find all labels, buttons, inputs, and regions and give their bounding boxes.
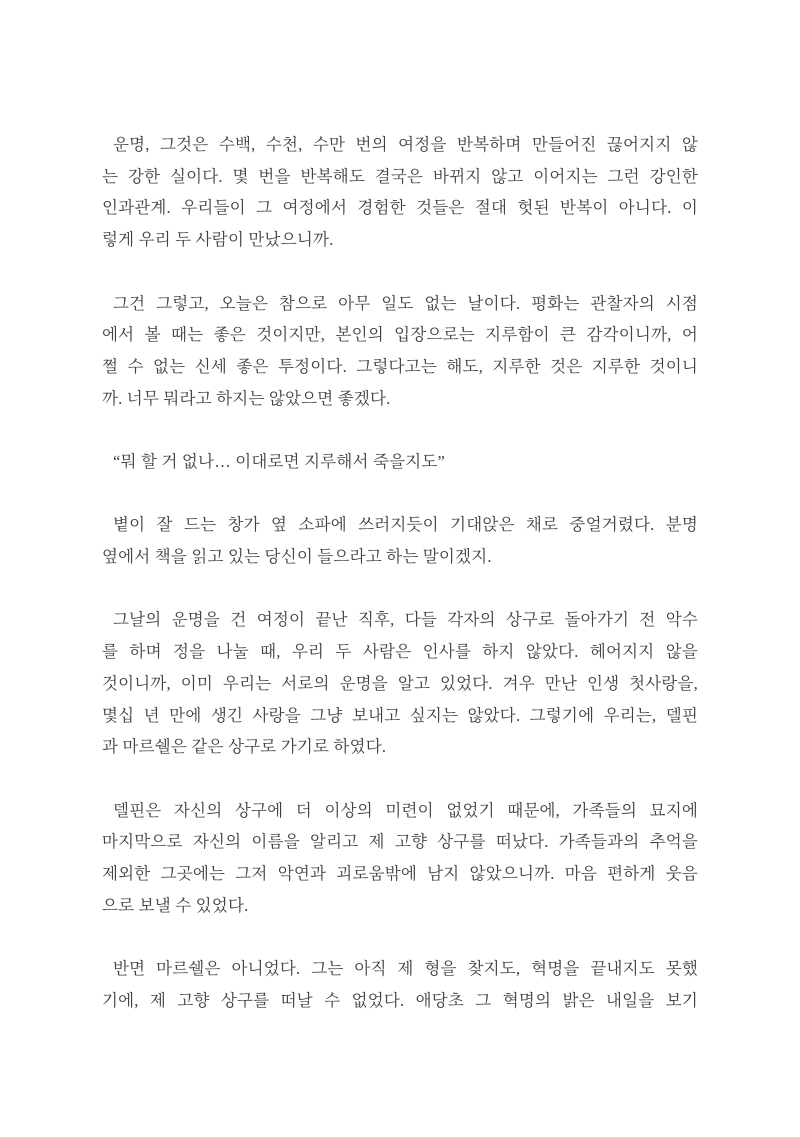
text-line: 볕이 잘 드는 창가 옆 소파에 쓰러지듯이 기대앉은 채로 중얼거렸다. 분명 (113, 515, 698, 535)
paragraph (102, 288, 698, 415)
text-line: 마지막으로 자신의 이름을 알리고 제 고향 상구를 떠났다. 가족들과의 추억을 (102, 832, 698, 852)
paragraph (102, 129, 698, 256)
text-line: 렇게 우리 두 사람이 만났으니까. (102, 230, 334, 250)
text-line: 를 하며 정을 나눌 때, 우리 두 사람은 인사를 하지 않았다. 헤어지지 않을 (102, 642, 698, 662)
text-line: 에서 볼 때는 좋은 것이지만, 본인의 입장으로는 지루함이 큰 감각이니까, 어 (102, 325, 698, 345)
text-line: 그날의 운명을 건 여정이 끝난 직후, 다들 각자의 상구로 돌아가기 전 악수 (113, 610, 698, 630)
text-line: 까. 너무 뭐라고 하지는 않았으면 좋겠다. (102, 388, 391, 408)
text-line: 운명, 그것은 수백, 수천, 수만 번의 여정을 반복하며 만들어진 끊어지지 않 (113, 135, 698, 154)
text-line: 제외한 그곳에는 그저 악연과 괴로움밖에 남지 않았으니까. 마음 편하게 웃음 (102, 864, 698, 884)
text-line: 으로 보낼 수 있었다. (102, 895, 249, 915)
text-line: “뭐 할 거 없나… 이대로면 지루해서 죽을지도” (113, 452, 446, 471)
text-line: 델핀은 자신의 상구에 더 이상의 미련이 없었기 때문에, 가족들의 묘지에 (113, 800, 698, 820)
text-line: 기에, 제 고향 상구를 떠날 수 없었다. 애당초 그 혁명의 밝은 내일을 보기 (102, 990, 698, 1010)
text-line: 인과관계. 우리들이 그 여정에서 경험한 것들은 절대 헛된 반복이 아니다. 이 (102, 198, 698, 218)
text-line: 것이니까, 이미 우리는 서로의 운명을 알고 있었다. 겨우 만난 인생 첫사랑을, (102, 673, 698, 693)
text-line: 옆에서 책을 읽고 있는 당신이 들으라고 하는 말이겠지. (102, 547, 492, 567)
text-line: 는 강한 실이다. 몇 번을 반복해도 결국은 바뀌지 않고 이어지는 그런 강인한 (102, 166, 698, 186)
text-line: 몇십 년 만에 생긴 사랑을 그냥 보내고 싶지는 않았다. 그렇기에 우리는, 델핀 (102, 705, 698, 725)
text-line: 쩔 수 없는 신세 좋은 투정이다. 그렇다고는 해도, 지루한 것은 지루한 것이니 (102, 356, 698, 376)
text-line: 그건 그렇고, 오늘은 참으로 아무 일도 없는 날이다. 평화는 관찰자의 시점 (113, 293, 698, 313)
paragraph (102, 953, 698, 1016)
document-text-body (102, 129, 698, 1017)
text-line: 반면 마르쉘은 아니었다. 그는 아직 제 형을 찾지도, 혁명을 끝내지도 못했 (113, 959, 698, 979)
paragraph (102, 604, 698, 763)
dialogue-paragraph (102, 446, 698, 478)
text-line: 과 마르쉘은 같은 상구로 가기로 하였다. (102, 737, 387, 757)
paragraph (102, 795, 698, 922)
paragraph (102, 509, 698, 572)
